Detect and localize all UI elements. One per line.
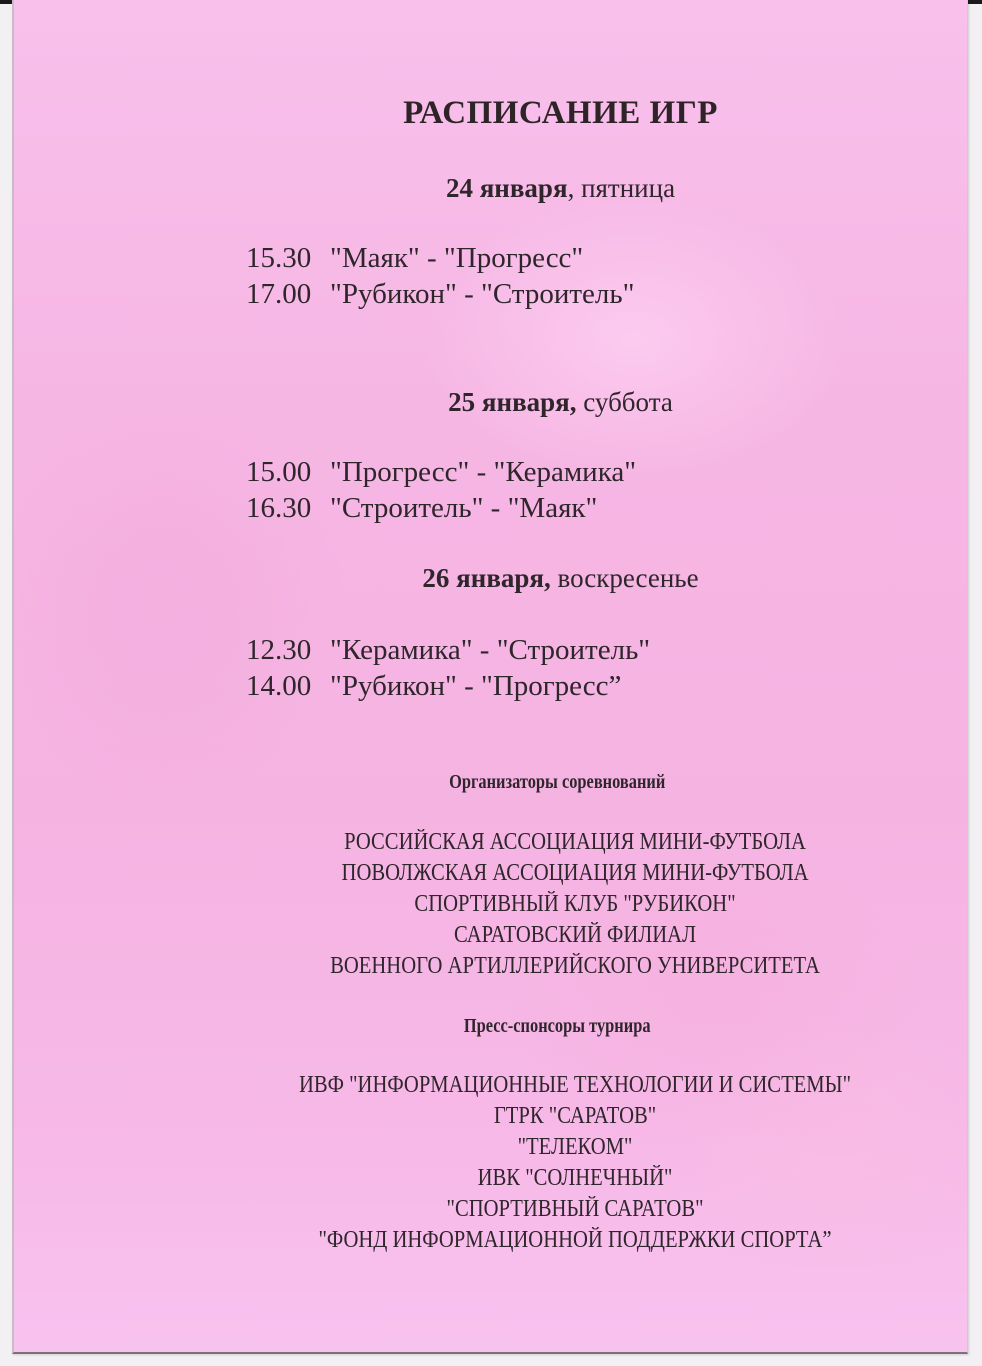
day-header-jan-24	[14, 173, 967, 204]
match-time: 14.00	[246, 670, 312, 702]
sponsor-item: "ТЕЛЕКОМ"	[517, 1134, 633, 1160]
match-row	[246, 490, 636, 526]
match-row	[246, 668, 650, 704]
day-weekday: воскресенье	[550, 563, 699, 593]
match-time: 15.30	[246, 242, 312, 274]
match-teams: "Рубикон" - "Прогресс”	[330, 670, 622, 702]
organizer-item: ПОВОЛЖСКАЯ АССОЦИАЦИЯ МИНИ-ФУТБОЛА	[341, 860, 809, 886]
match-time: 12.30	[246, 634, 312, 666]
match-row	[246, 276, 634, 312]
schedule-sheet	[12, 0, 968, 1354]
sponsor-item: ИВФ "ИНФОРМАЦИОННЫЕ ТЕХНОЛОГИИ И СИСТЕМЫ"	[298, 1072, 852, 1098]
organizer-item: СПОРТИВНЫЙ КЛУБ "РУБИКОН"	[414, 891, 736, 917]
match-teams: "Рубикон" - "Строитель"	[330, 278, 635, 310]
day-header-jan-26	[14, 563, 967, 594]
sponsor-item: "ФОНД ИНФОРМАЦИОННОЙ ПОДДЕРЖКИ СПОРТА”	[318, 1227, 832, 1253]
sponsor-item: ГТРК "САРАТОВ"	[493, 1103, 657, 1129]
match-row	[246, 454, 636, 490]
organizer-item: САРАТОВСКИЙ ФИЛИАЛ	[453, 922, 697, 948]
organizer-item: ВОЕННОГО АРТИЛЛЕРИЙСКОГО УНИВЕРСИТЕТА	[330, 953, 820, 979]
sponsor-item: ИВК "СОЛНЕЧНЫЙ"	[477, 1165, 673, 1191]
match-teams: "Керамика" - "Строитель"	[330, 634, 651, 666]
day-header-jan-25	[14, 387, 967, 418]
organizer-item: РОССИЙСКАЯ АССОЦИАЦИЯ МИНИ-ФУТБОЛА	[344, 829, 806, 855]
match-teams: "Прогресс" - "Керамика"	[330, 456, 637, 488]
match-time: 16.30	[246, 492, 312, 524]
match-row	[246, 240, 634, 276]
day-weekday: , пятница	[567, 173, 676, 203]
match-row	[246, 632, 650, 668]
match-list-jan-26	[246, 632, 650, 704]
organizers-list	[14, 827, 967, 982]
day-weekday: суббота	[576, 387, 673, 417]
day-date: 25 января,	[448, 387, 577, 417]
match-list-jan-25	[246, 454, 636, 526]
day-date: 26 января,	[422, 563, 551, 593]
match-teams: "Строитель" - "Маяк"	[330, 492, 598, 524]
match-time: 17.00	[246, 278, 312, 310]
page-title: РАСПИСАНИЕ ИГР	[403, 95, 718, 131]
sponsors-label: Пресс-спонсоры турнира	[463, 1015, 651, 1037]
match-teams: "Маяк" - "Прогресс"	[330, 242, 584, 274]
organizers-label: Организаторы соревнований	[449, 771, 666, 793]
scan-corner-mark	[0, 0, 12, 4]
day-date: 24 января	[445, 173, 568, 203]
sponsors-list	[14, 1070, 967, 1256]
sponsor-item: "СПОРТИВНЫЙ САРАТОВ"	[446, 1196, 704, 1222]
match-time: 15.00	[246, 456, 312, 488]
match-list-jan-24	[246, 240, 634, 312]
